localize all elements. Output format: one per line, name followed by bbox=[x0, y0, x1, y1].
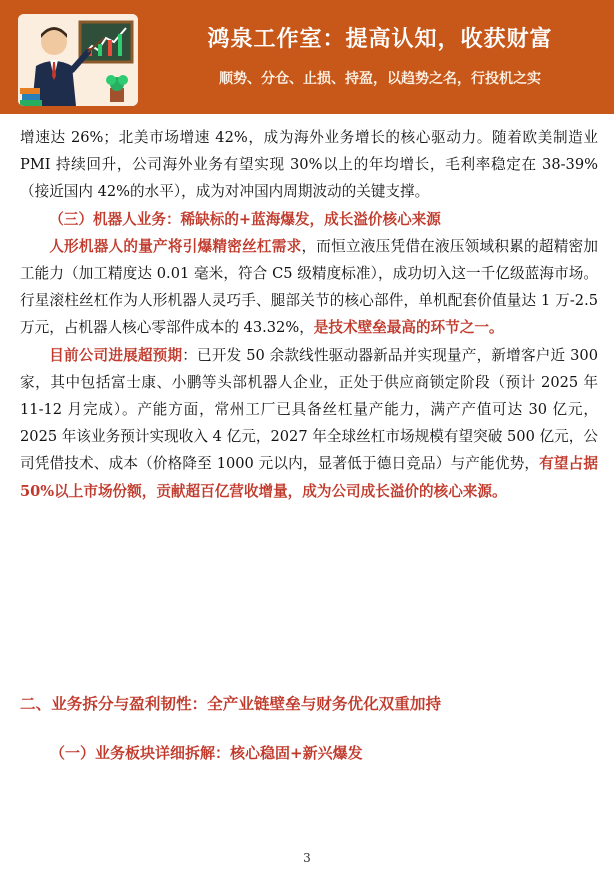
paragraph-text: ，而恒立液压凭借在液压领域积累的超精密加工能力（加工精度达 0.01 毫米，符合 C5 级精度标准），成功切入这一千亿级蓝海市场。行星滚柱丝杠作为人形机器人灵巧手、腿部关节的核心部件，单机配套价值量达 1 万-2.5 万元，占机器人核心零部件成本的 43.32%， bbox=[20, 237, 598, 337]
section-heading-2: 二、业务拆分与盈利韧性：全产业链壁垒与财务优化双重加持 bbox=[20, 694, 442, 713]
logo bbox=[18, 14, 138, 106]
document-body bbox=[20, 124, 598, 505]
presenter-illustration-icon bbox=[18, 14, 138, 106]
subsection-heading: （一）业务板块详细拆解：核心稳固+新兴爆发 bbox=[50, 744, 363, 762]
section-heading-robot: （三）机器人业务：稀缺标的+蓝海爆发，成长溢价核心来源 bbox=[49, 210, 441, 228]
page-number: 3 bbox=[303, 851, 311, 865]
paragraph-text: ：已开发 50 余款线性驱动器新品并实现量产，新增客户近 300 家，其中包括富士康、小鹏等头部机器人企业，正处于供应商锁定阶段（预计 2025 年 11-12 月完成）。产能方面，常州工厂已具备丝杠量产能力，满产产值可达 30 亿元，2025 年该业务预计实现收入 4 亿元，2027 年全球丝杠市场规模有望突破 500 亿元，公司凭借技术、成本（价格降至 1000 元以内，显著低于德日竞品）与产能优势， bbox=[20, 346, 598, 473]
paragraph-robot-demand bbox=[20, 233, 598, 342]
paragraph-overseas: 增速达 26%；北美市场增速 42%，成为海外业务增长的核心驱动力。随着欧美制造业 PMI 持续回升，公司海外业务有望实现 30%以上的年均增长，毛利率稳定在 38-39%（接近国内 42%的水平），成为对冲国内周期波动的关键支撑。 bbox=[20, 129, 598, 201]
highlight-tail: 有望占据 50%以上市场份额，贡献超百亿营收增量，成为公司成长溢价的核心来源。 bbox=[20, 455, 598, 500]
highlight-lead: 人形机器人的量产将引爆精密丝杠需求 bbox=[49, 237, 302, 255]
banner-subtitle: 顺势、分仓、止损、持盈，以趋势之名，行投机之实 bbox=[219, 71, 541, 87]
paragraph-progress bbox=[20, 342, 598, 505]
header-banner bbox=[0, 0, 614, 114]
highlight-lead: 目前公司进展超预期 bbox=[49, 346, 183, 364]
highlight-tail: 是技术壁垒最高的环节之一。 bbox=[313, 319, 504, 337]
banner-title: 鸿泉工作室：提高认知，收获财富 bbox=[207, 27, 553, 52]
